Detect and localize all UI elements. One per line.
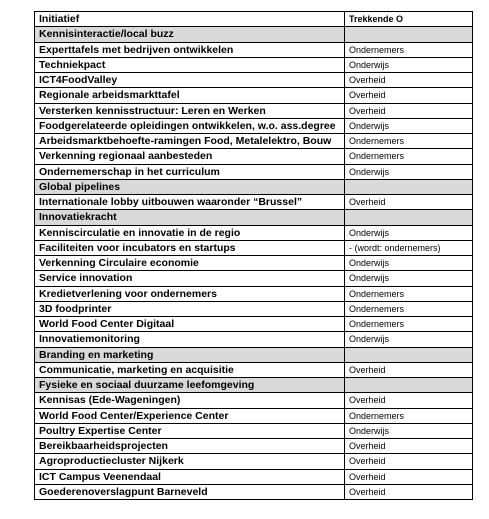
initiative-cell: Internationale lobby uitbouwen waaronder “Brussel” [35,195,345,210]
table-row [35,42,473,57]
table-row [35,317,473,332]
lead-cell: Overheid [345,484,473,499]
initiatives-table [34,11,473,500]
table-body [35,12,473,500]
section-row [35,347,473,362]
table-row [35,301,473,316]
table-row [35,286,473,301]
lead-cell: Overheid [345,454,473,469]
section-row [35,27,473,42]
lead-cell: Overheid [345,73,473,88]
lead-cell: Ondernemers [345,149,473,164]
lead-cell: Ondernemers [345,286,473,301]
section-title: Branding en marketing [35,347,345,362]
initiative-cell: World Food Center/Experience Center [35,408,345,423]
lead-cell: Onderwijs [345,423,473,438]
table-row [35,240,473,255]
table-row [35,256,473,271]
lead-cell: Overheid [345,195,473,210]
header-trekkende: Trekkende O [345,12,473,27]
table-row [35,454,473,469]
section-title: Global pipelines [35,179,345,194]
initiative-cell: Goederenoverslagpunt Barneveld [35,484,345,499]
initiative-cell: ICT Campus Veenendaal [35,469,345,484]
lead-cell [345,27,473,42]
table-row [35,88,473,103]
initiative-cell: Verkenning Circulaire economie [35,256,345,271]
lead-cell [345,347,473,362]
lead-cell: Onderwijs [345,164,473,179]
lead-cell: Ondernemers [345,42,473,57]
section-title: Innovatiekracht [35,210,345,225]
lead-cell: - (wordt: ondernemers) [345,240,473,255]
section-row [35,179,473,194]
lead-cell [345,179,473,194]
initiative-cell: Ondernemerschap in het curriculum [35,164,345,179]
initiative-cell: Versterken kennisstructuur: Leren en Werken [35,103,345,118]
initiative-cell: Regionale arbeidsmarkttafel [35,88,345,103]
lead-cell: Overheid [345,103,473,118]
initiative-cell: 3D foodprinter [35,301,345,316]
table-row [35,149,473,164]
table-row [35,225,473,240]
lead-cell: Overheid [345,393,473,408]
initiative-cell: Verkenning regionaal aanbesteden [35,149,345,164]
lead-cell: Onderwijs [345,271,473,286]
lead-cell: Onderwijs [345,225,473,240]
table-row [35,73,473,88]
initiative-cell: Faciliteiten voor incubators en startups [35,240,345,255]
table-row [35,195,473,210]
lead-cell: Overheid [345,88,473,103]
lead-cell: Ondernemers [345,301,473,316]
initiative-cell: Service innovation [35,271,345,286]
table-row [35,362,473,377]
initiative-cell: World Food Center Digitaal [35,317,345,332]
table-row [35,57,473,72]
lead-cell: Overheid [345,439,473,454]
initiative-cell: Foodgerelateerde opleidingen ontwikkelen, w.o. ass.degree [35,118,345,133]
initiative-cell: Bereikbaarheidsprojecten [35,439,345,454]
section-row [35,378,473,393]
header-initiatief: Initiatief [35,12,345,27]
table-row [35,408,473,423]
lead-cell: Onderwijs [345,57,473,72]
lead-cell: Ondernemers [345,408,473,423]
initiative-cell: Communicatie, marketing en acquisitie [35,362,345,377]
section-title: Kennisinteractie/local buzz [35,27,345,42]
lead-cell [345,378,473,393]
table-row [35,271,473,286]
lead-cell [345,210,473,225]
initiative-cell: Experttafels met bedrijven ontwikkelen [35,42,345,57]
table-row [35,484,473,499]
initiatives-table-container [34,11,473,500]
initiative-cell: ICT4FoodValley [35,73,345,88]
table-row [35,469,473,484]
lead-cell: Overheid [345,469,473,484]
lead-cell: Onderwijs [345,332,473,347]
lead-cell: Onderwijs [345,256,473,271]
table-row [35,423,473,438]
table-row [35,439,473,454]
lead-cell: Onderwijs [345,118,473,133]
table-header-row [35,12,473,27]
lead-cell: Ondernemers [345,317,473,332]
table-row [35,134,473,149]
table-row [35,118,473,133]
initiative-cell: Poultry Expertise Center [35,423,345,438]
lead-cell: Ondernemers [345,134,473,149]
initiative-cell: Kredietverlening voor ondernemers [35,286,345,301]
initiative-cell: Innovatiemonitoring [35,332,345,347]
initiative-cell: Techniekpact [35,57,345,72]
section-title: Fysieke en sociaal duurzame leefomgeving [35,378,345,393]
initiative-cell: Arbeidsmarktbehoefte-ramingen Food, Metalelektro, Bouw [35,134,345,149]
section-row [35,210,473,225]
table-row [35,164,473,179]
table-row [35,103,473,118]
table-row [35,393,473,408]
table-row [35,332,473,347]
lead-cell: Overheid [345,362,473,377]
initiative-cell: Kennisas (Ede-Wageningen) [35,393,345,408]
initiative-cell: Kenniscirculatie en innovatie in de regio [35,225,345,240]
initiative-cell: Agroproductiecluster Nijkerk [35,454,345,469]
